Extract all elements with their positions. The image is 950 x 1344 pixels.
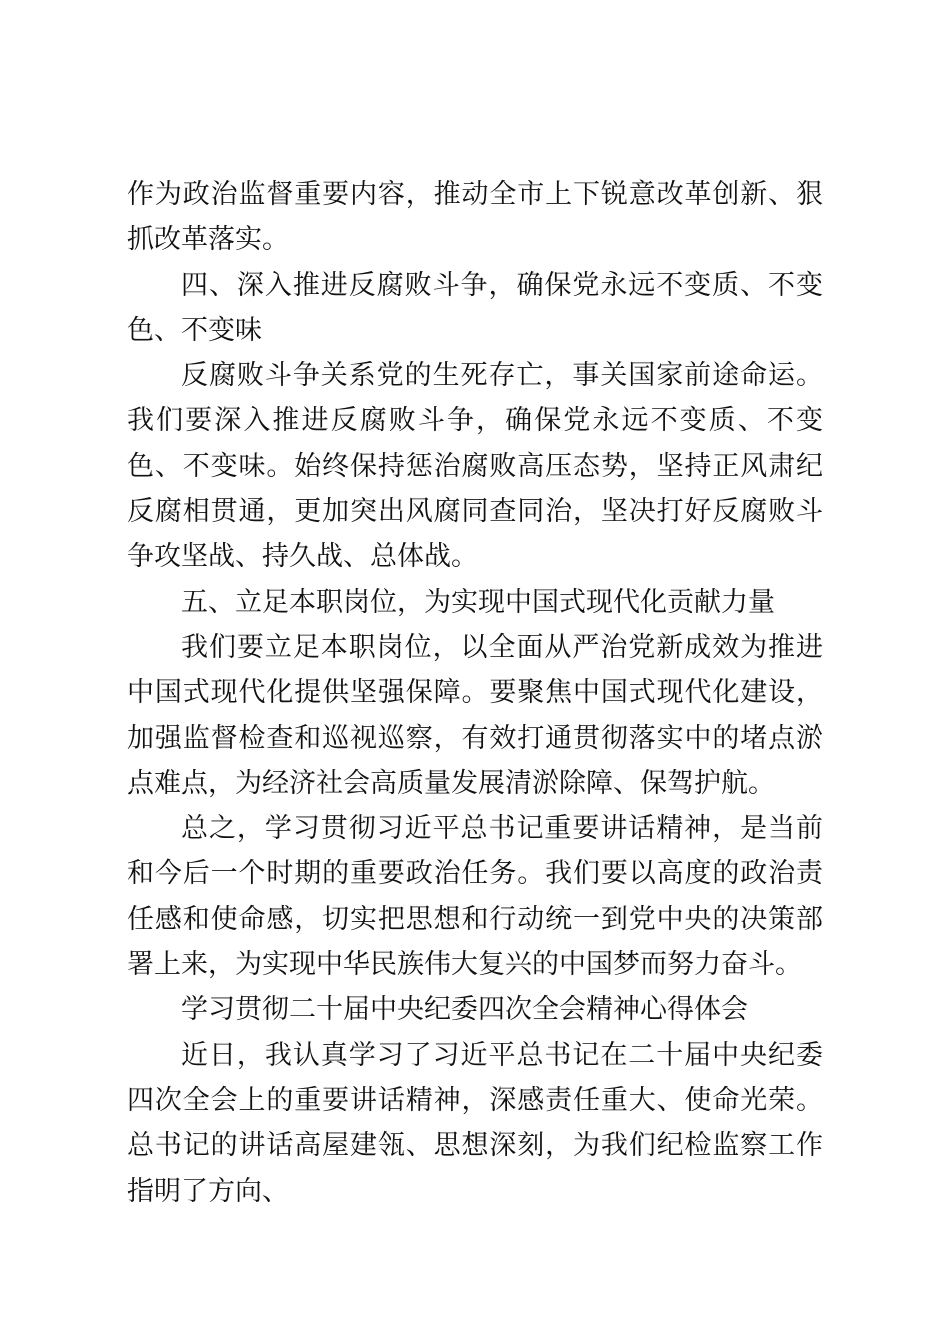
article-title: 学习贯彻二十届中央纪委四次全会精神心得体会 xyxy=(181,994,748,1026)
paragraph-continuation: 作为政治监督重要内容，推动全市上下锐意改革创新、狠抓改革落实。 xyxy=(127,179,823,256)
section-heading-five: 五、立足本职岗位，为实现中国式现代化贡献力量 xyxy=(181,586,775,618)
section-heading-four: 四、深入推进反腐败斗争，确保党永远不变质、不变色、不变味 xyxy=(127,269,823,346)
paragraph-conclusion: 总之，学习贯彻习近平总书记重要讲话精神，是当前和今后一个时期的重要政治任务。我们要以高度的政治责任感和使命感，切实把思想和行动统一到党中央的决策部署上来，为实现中华民族伟大复兴的中国梦而努力奋斗。 xyxy=(127,813,823,981)
paragraph-intro: 近日，我认真学习了习近平总书记在二十届中央纪委四次全会上的重要讲话精神，深感责任重大、使命光荣。总书记的讲话高屋建瓴、思想深刻，为我们纪检监察工作指明了方向、 xyxy=(127,1039,823,1207)
paragraph-anti-corruption: 反腐败斗争关系党的生死存亡，事关国家前途命运。我们要深入推进反腐败斗争，确保党永远不变质、不变色、不变味。始终保持惩治腐败高压态势，坚持正风肃纪反腐相贯通，更加突出风腐同查同治，坚决打好反腐败斗争攻坚战、持久战、总体战。 xyxy=(127,360,823,573)
paragraph-modernization: 我们要立足本职岗位，以全面从严治党新成效为推进中国式现代化提供坚强保障。要聚焦中国式现代化建设，加强监督检查和巡视巡察，有效打通贯彻落实中的堵点淤点难点，为经济社会高质量发展清淤除障、保驾护航。 xyxy=(127,631,823,799)
document-body xyxy=(127,172,823,1214)
